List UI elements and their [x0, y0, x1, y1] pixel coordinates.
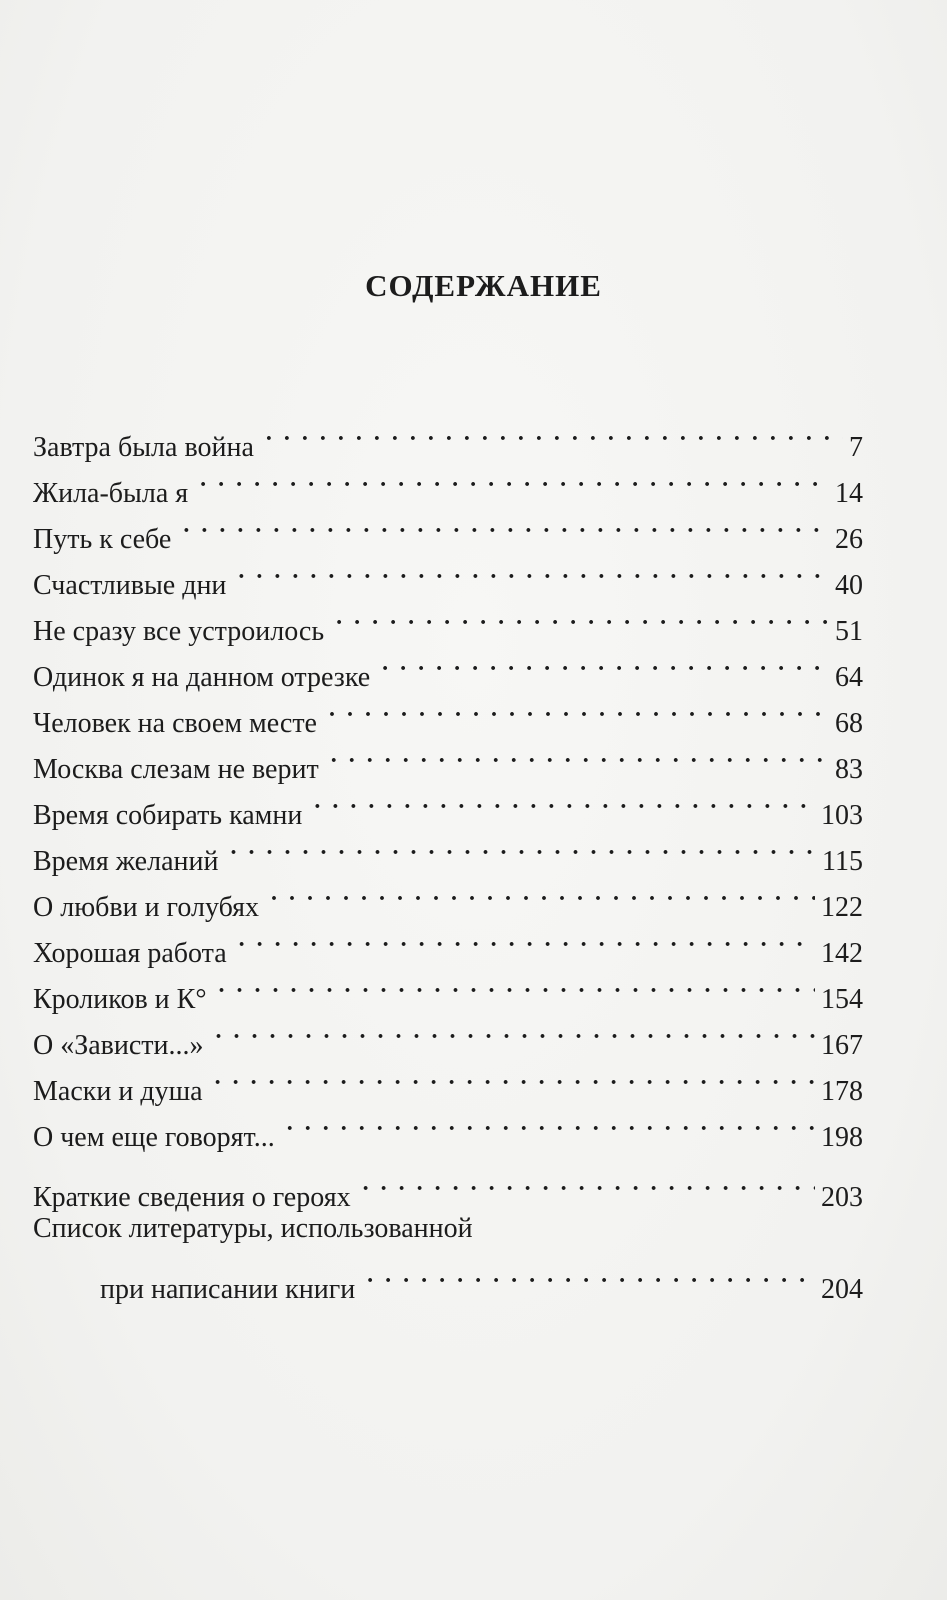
- dot-leader: [230, 824, 816, 870]
- dot-leader: [382, 640, 829, 686]
- toc-heading: СОДЕРЖАНИЕ: [365, 268, 602, 303]
- toc-entry-page: 68: [835, 708, 863, 739]
- dot-leader: [238, 548, 829, 594]
- toc-entry-page: 204: [821, 1274, 863, 1305]
- toc-entry-page: 51: [835, 616, 863, 647]
- dot-leader: [239, 916, 815, 962]
- toc-appendix-entries: [33, 1160, 863, 1213]
- toc-entry-page: 83: [835, 754, 863, 785]
- toc-entry-page: 26: [835, 524, 863, 555]
- toc-entry-title: Человек на своем месте: [33, 708, 317, 739]
- toc-entry-title: Жила-была я: [33, 478, 189, 509]
- dot-leader: [331, 732, 829, 778]
- dot-leader: [183, 502, 829, 548]
- dot-leader: [215, 1054, 815, 1100]
- dot-leader: [271, 870, 815, 916]
- toc-entry-title: О любви и голубях: [33, 892, 259, 923]
- toc-entry-line2: [33, 1252, 863, 1305]
- toc-entry-title: Кроликов и К°: [33, 984, 207, 1015]
- toc-entry-title: Одинок я на данном отрезке: [33, 662, 371, 693]
- dot-leader: [329, 686, 829, 732]
- dot-leader: [314, 778, 815, 824]
- dot-leader: [200, 456, 829, 502]
- toc-entry-page: 178: [821, 1076, 863, 1107]
- dot-leader: [216, 1008, 815, 1054]
- table-of-contents: [33, 410, 863, 1305]
- dot-leader: [363, 1160, 815, 1206]
- toc-entry[interactable]: [33, 410, 863, 463]
- dot-leader: [266, 410, 843, 456]
- toc-entry-title: О чем еще говорят...: [33, 1122, 275, 1153]
- toc-entry-page: 7: [849, 432, 863, 463]
- toc-entry-page: 122: [821, 892, 863, 923]
- toc-entry[interactable]: [33, 1160, 863, 1213]
- toc-entry-title-line1: Список литературы, использованной: [33, 1213, 473, 1244]
- dot-leader: [336, 594, 829, 640]
- toc-entry-bibliography[interactable]: [33, 1206, 863, 1305]
- toc-entry-page: 198: [821, 1122, 863, 1153]
- dot-leader: [287, 1100, 815, 1146]
- toc-entry-page: 167: [821, 1030, 863, 1061]
- toc-entry-title: Краткие сведения о героях: [33, 1182, 351, 1213]
- toc-entry-title: Счастливые дни: [33, 570, 227, 601]
- dot-leader: [219, 962, 815, 1008]
- toc-entry-title: Время собирать камни: [33, 800, 303, 831]
- toc-entry-title: Время желаний: [33, 846, 219, 877]
- toc-entry-title: Москва слезам не верит: [33, 754, 319, 785]
- toc-entry-page: 64: [835, 662, 863, 693]
- toc-entry-title: Маски и душа: [33, 1076, 203, 1107]
- toc-entry-title: Путь к себе: [33, 524, 172, 555]
- toc-entry-title-line2: при написании книги: [100, 1274, 356, 1305]
- toc-entry-page: 40: [835, 570, 863, 601]
- toc-entry-page: 142: [821, 938, 863, 969]
- toc-entry-title: О «Зависти...»: [33, 1030, 204, 1061]
- toc-entry-page: 103: [821, 800, 863, 831]
- toc-entry-title: Не сразу все устроилось: [33, 616, 325, 647]
- toc-entry-page: 14: [835, 478, 863, 509]
- toc-entry-title: Завтра была война: [33, 432, 254, 463]
- toc-entry-title: Хорошая работа: [33, 938, 227, 969]
- toc-entry-page: 203: [821, 1182, 863, 1213]
- toc-main-entries: [33, 410, 863, 1153]
- dot-leader: [367, 1252, 815, 1298]
- toc-entry-page: 154: [821, 984, 863, 1015]
- toc-entry-page: 115: [822, 846, 863, 877]
